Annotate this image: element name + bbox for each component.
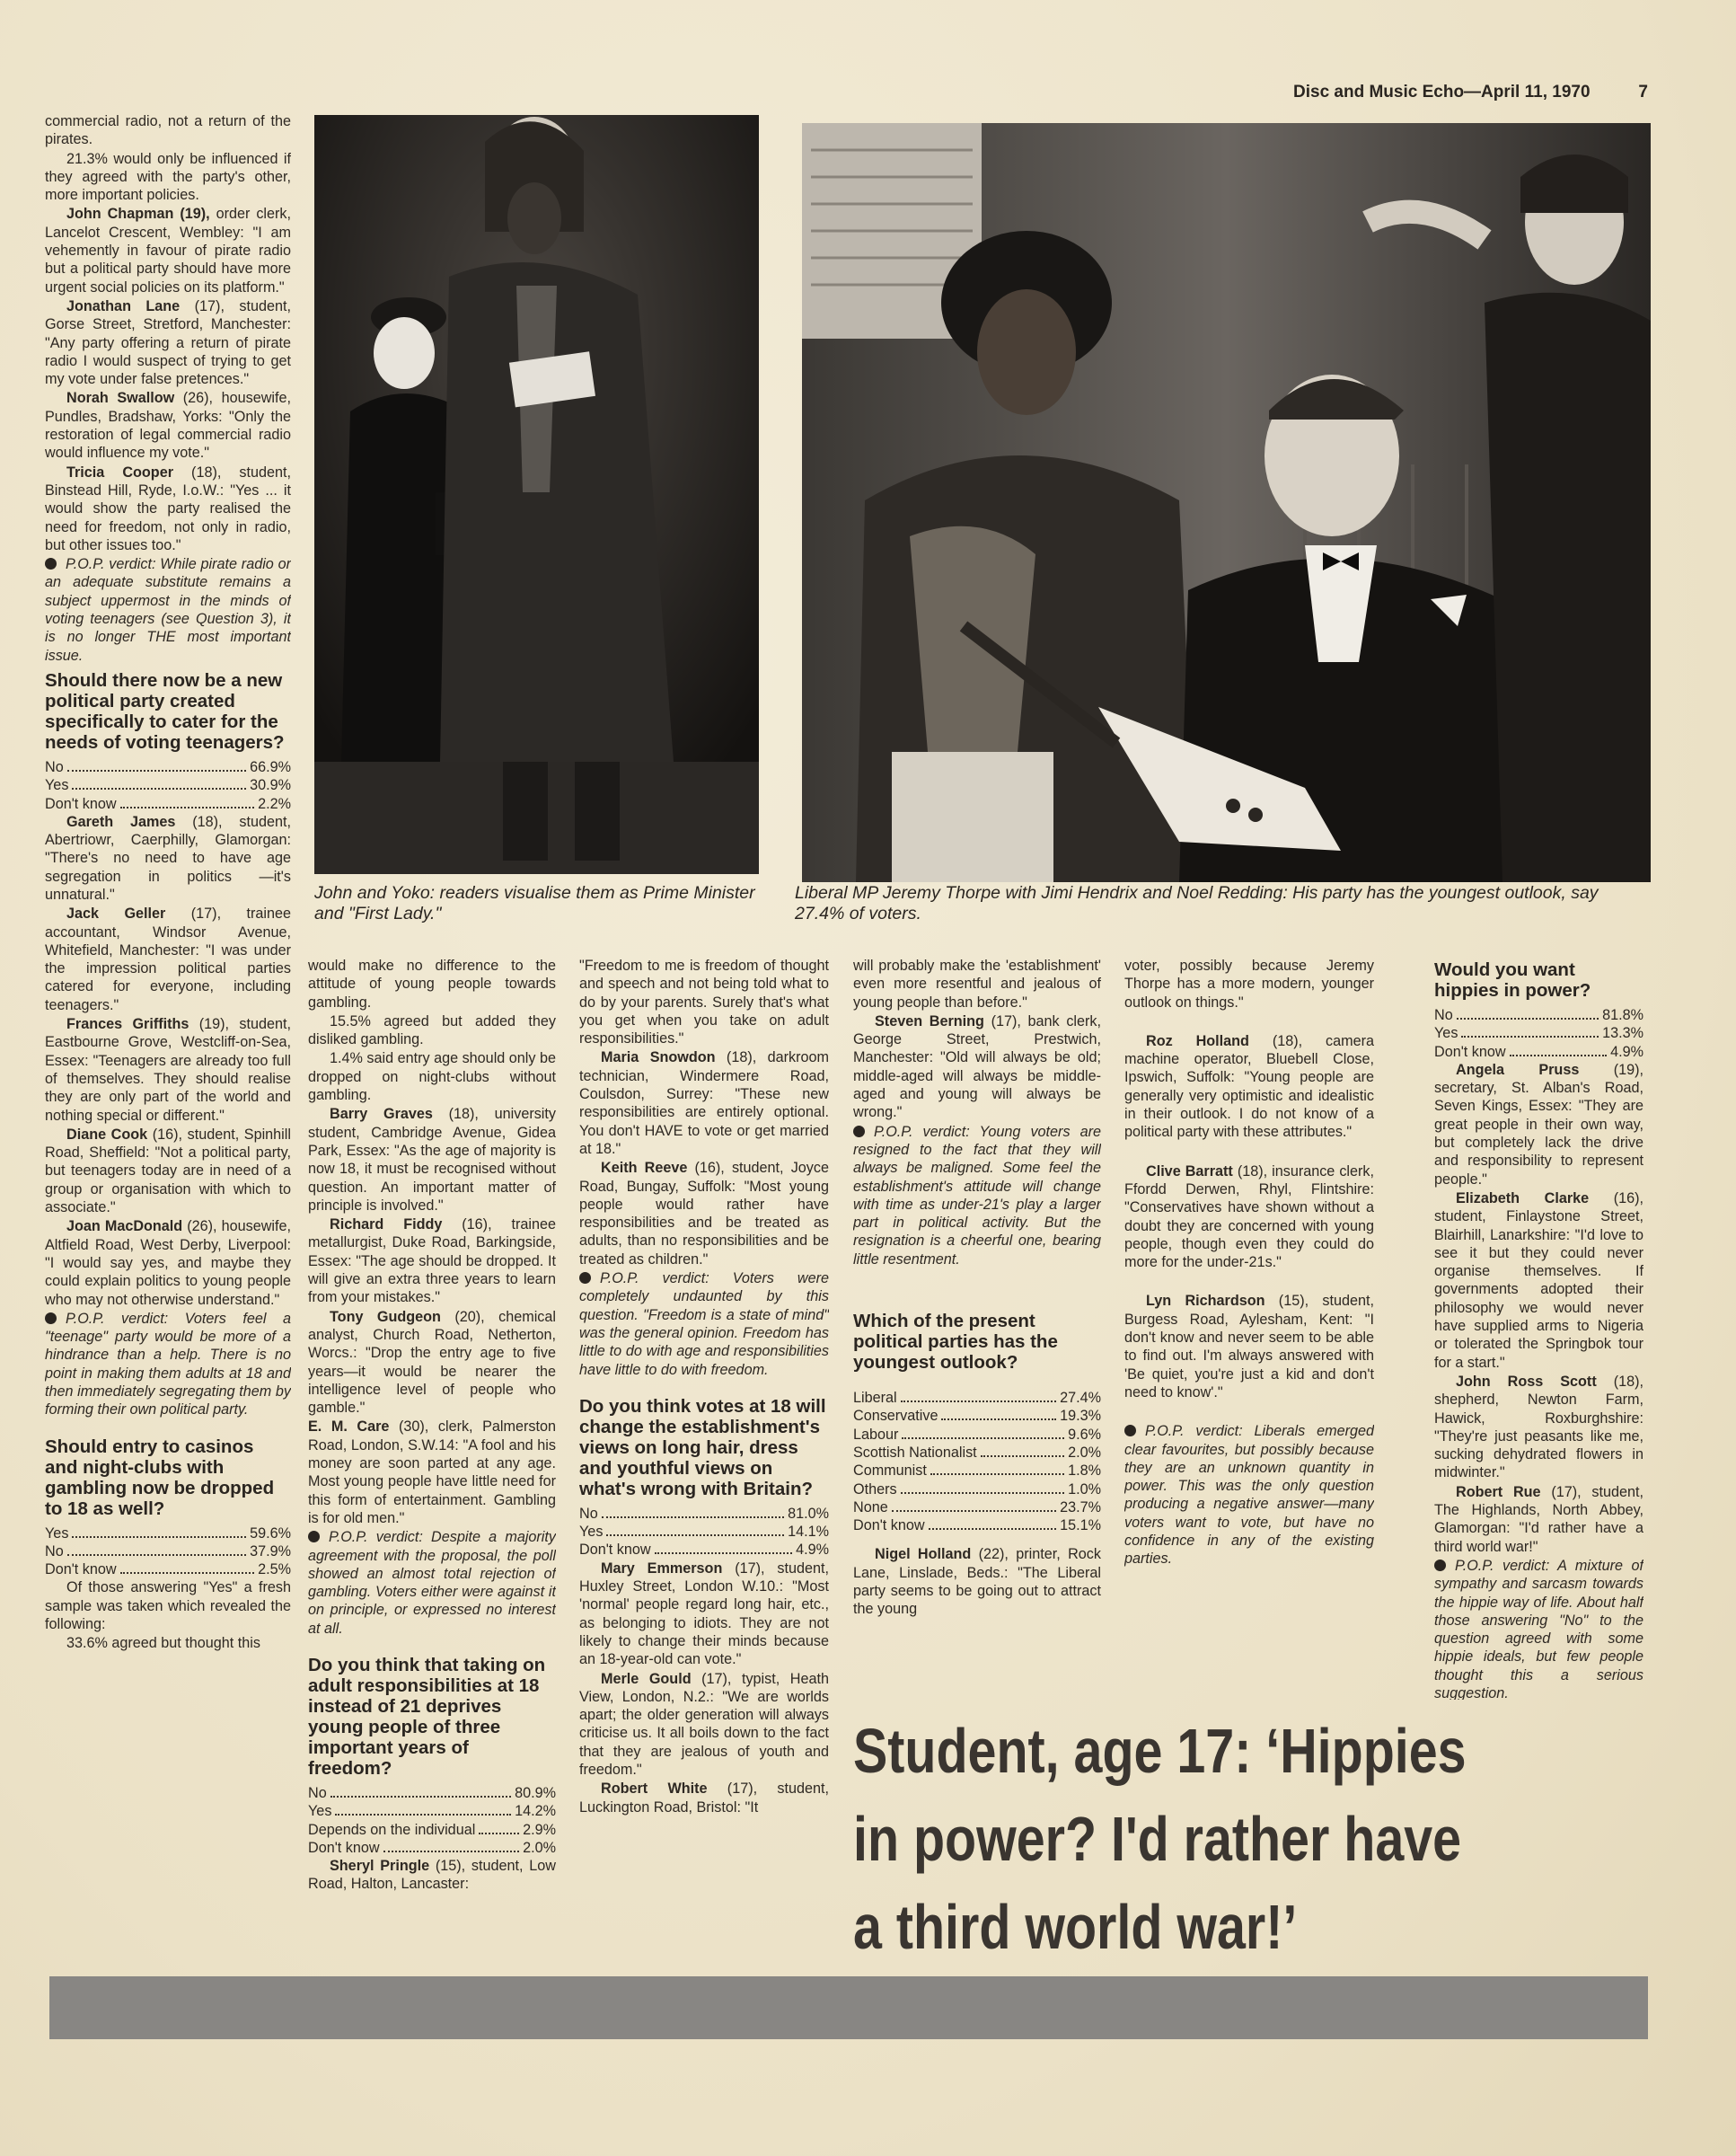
paragraph: Of those answering "Yes" a fresh sample was taken which revealed the following: (45, 1579, 291, 1633)
poll-row (579, 1505, 829, 1523)
poll-row (579, 1523, 829, 1541)
respondent-name: Robert Rue (1456, 1483, 1541, 1500)
respondent-quote: (17), student, The Highlands, North Abbey, Glamorgan: "I'd rather have a third world war!" (1434, 1483, 1643, 1555)
pop-verdict: P.O.P. verdict: Despite a majority agreement with the proposal, the poll showed an almost total rejection of gambling. Voters either were against it on principle, or expressed no interest at all. (308, 1529, 556, 1637)
respondent-name: Barry Graves (330, 1106, 433, 1123)
respondent-quote: (30), clerk, Palmerston Road, London, S.W.14: "A fool and his money are soon parted at any age. Most young people have little need for this form of entertainment. Gambling is for old men." (308, 1418, 556, 1526)
bottom-grey-band (49, 1976, 1648, 2039)
poll-value: 19.3% (1060, 1408, 1101, 1425)
pop-verdict: P.O.P. verdict: Young voters are resigned to the fact that they will always be maligned. Some feel the establishment's attitude will change with time as under-21's play a larger part in political activity. But the resignation is a cheerful one, bearing little resentment. (853, 1123, 1101, 1268)
respondent-name: Gareth James (66, 813, 176, 830)
respondent-name: Maria Snowdon (601, 1049, 716, 1066)
respondent-name: Clive Barratt (1146, 1162, 1233, 1180)
respondent-name: John Chapman (19), (66, 206, 210, 223)
respondent-name: Merle Gould (601, 1670, 692, 1687)
poll-row (308, 1802, 556, 1820)
respondent-quote: (17), student, Gorse Street, Stretford, Manchester: "Any party offering a return of pirate radio I would suspect of trying to get my vote under false pretences." (45, 297, 291, 388)
poll-label: Don't know (853, 1517, 925, 1534)
headline-line: a third world war!’ (853, 1892, 1298, 1962)
respondent-quote: (17), student, Luckington Road, Bristol: "It (579, 1780, 829, 1816)
respondent-name: Elizabeth Clarke (1456, 1189, 1590, 1206)
headline-line: Student, age 17: ‘Hippies (853, 1716, 1467, 1786)
bullet-icon (1124, 1425, 1136, 1436)
poll-label: Others (853, 1480, 897, 1498)
respondent-quote: (16), student, Spinhill Road, Sheffield: "Not a political party, but teenagers today are in need of a group or organisation with which to associate." (45, 1126, 291, 1216)
poll-label: Don't know (45, 1561, 117, 1578)
poll-label: None (853, 1498, 888, 1515)
poll-row (853, 1516, 1101, 1534)
poll-label: No (1434, 1007, 1453, 1023)
respondent-name: Frances Griffiths (66, 1016, 189, 1033)
poll-value: 2.2% (258, 795, 291, 812)
respondent-quote: (18), university student, Cambridge Avenue, Gidea Park, Essex: "As the age of majority is now 18, it must be recognised without question. An important matter of principle is involved." (308, 1106, 556, 1214)
bullet-icon (1434, 1560, 1446, 1571)
caption-john-and-yoko: John and Yoko: readers visualise them as Prime Minister and "First Lady." (314, 883, 755, 923)
poll-row (45, 1542, 291, 1560)
poll-label: Don't know (45, 795, 117, 812)
poll-label: Conservative (853, 1408, 938, 1425)
poll-label: Scottish Nationalist (853, 1444, 977, 1461)
poll-value: 81.8% (1602, 1007, 1643, 1023)
respondent-quote: (22), printer, Rock Lane, Linslade, Beds.: "The Liberal party seems to be going out to attract the young (853, 1546, 1101, 1618)
pop-verdict: P.O.P. verdict: Voters feel a "teenage" party would be more of a hindrance than a help. There is no point in making them adults at 18 and then immediately segregating them by forming their own political party. (45, 1310, 291, 1418)
respondent-quote: (18), shepherd, Newton Farm, Hawick, Roxburghshire: "They're just peasants like me, sucking dehydrated flowers in midwinter." (1434, 1373, 1643, 1481)
respondent-name: Jack Geller (66, 906, 166, 923)
poll-row (853, 1498, 1101, 1516)
poll-results (45, 758, 291, 813)
question-heading: Would you want hippies in power? (1434, 959, 1591, 1001)
poll-value: 81.0% (788, 1505, 829, 1522)
headline-line: in power? I'd rather have (853, 1804, 1462, 1874)
poll-value: 80.9% (515, 1784, 556, 1801)
poll-row (1434, 1043, 1643, 1061)
poll-row (853, 1480, 1101, 1498)
respondent-quote: (18), insurance clerk, Ffordd Derwen, Rhyl, Flintshire: "Conservatives have shown without a doubt they are concerned with young people, though even they could do more for the under-21s." (1124, 1162, 1374, 1271)
respondent-quote: (15), student, Low Road, Halton, Lancaster: (308, 1858, 556, 1893)
poll-value: 9.6% (1068, 1426, 1101, 1443)
respondent-name: Norah Swallow (66, 390, 175, 407)
respondent-quote: (20), chemical analyst, Church Road, Netherton, Worcs.: "Drop the entry age to five years—it would be nearer the intelligence level of people who gamble." (308, 1308, 556, 1417)
poll-label: Yes (1434, 1025, 1458, 1042)
headline (853, 1707, 1530, 1971)
paragraph: 21.3% would only be influenced if they agreed with the party's other, more important policies. (45, 150, 291, 204)
respondent-quote: (17), student, Huxley Street, London W.10.: "Most 'normal' people regard long hair, etc., as belonging to idiots. They are not likely to change their minds because an 18-year-old can vote." (579, 1560, 829, 1668)
poll-results (579, 1505, 829, 1560)
poll-row (45, 758, 291, 776)
photo-thorpe-hendrix-redding (802, 123, 1651, 882)
respondent-quote: (18), camera machine operator, Bluebell Close, Ipswich, Suffolk: "Young people are generally very optimistic and idealistic in their outlook. I do not know of a political party with these attributes." (1124, 1032, 1374, 1141)
respondent-name: Angela Pruss (1456, 1061, 1580, 1078)
poll-row (45, 795, 291, 813)
respondent-quote: (26), housewife, Altfield Road, West Derby, Liverpool: "I would say yes, and maybe they could explain politics to young people who may not otherwise understand." (45, 1218, 291, 1308)
poll-row (308, 1784, 556, 1802)
paragraph: would make no difference to the attitude of young people towards gambling. (308, 958, 556, 1011)
paragraph: will probably make the 'establishment' even more resentful and jealous of young people than before." (853, 958, 1101, 1011)
poll-value: 13.3% (1602, 1025, 1643, 1042)
poll-value: 66.9% (250, 758, 291, 775)
question-heading: Which of the present political parties has the youngest outlook? (853, 1311, 1058, 1374)
respondent-name: Tony Gudgeon (330, 1308, 441, 1325)
paragraph: voter, possibly because Jeremy Thorpe has a more modern, younger outlook on things." (1124, 958, 1374, 1011)
respondent-name: Jonathan Lane (66, 297, 181, 314)
respondent-quote: (18), darkroom technician, Windermere Road, Coulsdon, Surrey: "These new responsibilities are entirely optional. You don't HAVE to vote or get married at 18." (579, 1049, 829, 1157)
poll-label: Liberal (853, 1390, 897, 1407)
poll-value: 4.9% (1610, 1043, 1643, 1060)
respondent-name: Diane Cook (66, 1126, 148, 1143)
poll-label: No (579, 1505, 598, 1522)
bullet-icon (308, 1531, 320, 1542)
respondent-quote: (19), student, Eastbourne Grove, Westcliff-on-Sea, Essex: "Teenagers are already too full of themselves. They should realise they are only part of the world and nothing special or different." (45, 1016, 291, 1124)
respondent-name: Lyn Richardson (1146, 1293, 1265, 1310)
poll-value: 30.9% (250, 777, 291, 794)
respondent-quote: (17), bank clerk, George Street, Prestwich, Manchester: "Old will always be old; middle-aged will always be middle-aged and young will always be wrong." (853, 1012, 1101, 1121)
pop-verdict: P.O.P. verdict: A mixture of sympathy and sarcasm towards the hippie way of life. About half those answering "No" to the question agreed with some hippie ideals, but few people thought this a serious suggestion. (1434, 1557, 1643, 1700)
page-header (1293, 83, 1670, 110)
poll-row (308, 1821, 556, 1839)
poll-label: Yes (579, 1524, 604, 1541)
poll-label: Yes (308, 1803, 332, 1820)
respondent-name: Tricia Cooper (66, 464, 173, 481)
respondent-name: John Ross Scott (1456, 1373, 1597, 1390)
poll-value: 15.1% (1060, 1517, 1101, 1534)
poll-row (853, 1444, 1101, 1462)
poll-row (853, 1407, 1101, 1425)
poll-row (1434, 1006, 1643, 1024)
pop-verdict: P.O.P. verdict: While pirate radio or an adequate substitute remains a subject uppermost in the minds of voting teenagers (see Question 3), it is no longer THE most important issue. (45, 556, 291, 664)
column-4 (853, 957, 1101, 1693)
poll-label: Communist (853, 1462, 927, 1480)
poll-label: Don't know (579, 1542, 651, 1559)
column-5 (1124, 957, 1374, 1693)
poll-value: 37.9% (250, 1542, 291, 1560)
poll-results (308, 1784, 556, 1857)
respondent-name: Robert White (601, 1780, 708, 1798)
paragraph: commercial radio, not a return of the pirates. (45, 113, 291, 148)
poll-value: 2.9% (523, 1821, 556, 1838)
column-3 (579, 957, 829, 1981)
respondent-quote: (26), housewife, Pundles, Bradshaw, Yorks: "Only the restoration of legal commercial radio would influence my vote." (45, 390, 291, 462)
paragraph: 33.6% agreed but thought this (66, 1635, 260, 1652)
respondent-quote: order clerk, Lancelot Crescent, Wembley: "I am vehemently in favour of pirate radio but a political party should have more urgent social policies on its platform." (45, 206, 291, 296)
poll-label: Don't know (308, 1839, 380, 1856)
question-heading: Do you think that taking on adult responsibilities at 18 instead of 21 deprives young people of three important years of freedom? (308, 1654, 546, 1779)
poll-label: No (308, 1784, 327, 1801)
respondent-quote: (16), student, Finlaystone Street, Blairhill, Lanarkshire: "I'd love to see it but they could never organise themselves. If governments adopted their philosophy we would never have supplied arms to Nigeria or tolerated the Springbok tour for a start." (1434, 1189, 1643, 1371)
question-heading: Should entry to casinos and night-clubs with gambling now be dropped to 18 as well? (45, 1436, 275, 1519)
respondent-quote: (18), student, Abertriowr, Caerphilly, Glamorgan: "There's no need to have age segregation in politics —it's unnatural." (45, 813, 291, 903)
poll-results (853, 1389, 1101, 1534)
publication-dateline: Disc and Music Echo—April 11, 1970 (1293, 83, 1591, 102)
bullet-icon (45, 558, 57, 570)
photo-thorpe-hendrix-redding-image (802, 123, 1651, 882)
respondent-quote: (17), typist, Heath View, London, N.2.: "We are worlds apart; the older generation will always criticise us. It all boils down to the fact that they are jealous of youth and freedom." (579, 1670, 829, 1778)
poll-label: Labour (853, 1426, 899, 1443)
poll-value: 4.9% (796, 1542, 829, 1559)
poll-results (45, 1524, 291, 1579)
poll-row (1434, 1024, 1643, 1042)
poll-results (1434, 1006, 1643, 1061)
poll-label: Depends on the individual (308, 1821, 476, 1838)
poll-label: Yes (45, 777, 69, 794)
respondent-name: Sheryl Pringle (330, 1858, 430, 1875)
poll-value: 2.0% (523, 1839, 556, 1856)
poll-value: 2.5% (258, 1561, 291, 1578)
respondent-quote: (17), trainee accountant, Windsor Avenue, Whitefield, Manchester: "I was under the impression political parties catered for everyone, including teenagers." (45, 906, 291, 1013)
poll-value: 27.4% (1060, 1390, 1101, 1407)
respondent-name: Nigel Holland (875, 1546, 972, 1563)
photo-john-and-yoko (314, 115, 759, 874)
poll-label: No (45, 758, 64, 775)
poll-row (45, 1560, 291, 1578)
poll-label: No (45, 1542, 64, 1560)
poll-row (579, 1541, 829, 1559)
poll-value: 14.2% (515, 1803, 556, 1820)
page-number: 7 (1638, 83, 1648, 102)
poll-row (45, 776, 291, 794)
respondent-quote: (15), student, Burgess Road, Aylesham, Kent: "I don't know and never seem to be able to find out. I'm always answered with 'Be quiet, you're just a kid and don't need to know'." (1124, 1293, 1374, 1401)
poll-row (308, 1839, 556, 1857)
question-heading: Should there now be a new political party created specifically to cater for the needs of voting teenagers? (45, 669, 285, 753)
poll-value: 2.0% (1068, 1444, 1101, 1461)
column-6 (1434, 954, 1643, 1700)
poll-value: 23.7% (1060, 1498, 1101, 1515)
poll-label: Don't know (1434, 1043, 1506, 1060)
respondent-quote: (19), secretary, St. Alban's Road, Seven Kings, Essex: "They are great people in their own way, but completely lack the drive and responsibility to represent people." (1434, 1061, 1643, 1188)
paragraph: 1.4% said entry age should only be dropped on night-clubs without gambling. (308, 1050, 556, 1104)
poll-row (853, 1462, 1101, 1480)
respondent-quote: (16), trainee metallurgist, Duke Road, Barkingside, Essex: "The age should be dropped. It will give an extra three years to learn from your mistakes." (308, 1216, 556, 1306)
paragraph: 15.5% agreed but added they disliked gambling. (308, 1012, 556, 1048)
poll-value: 59.6% (250, 1524, 291, 1542)
column-2 (308, 957, 556, 1981)
respondent-name: Richard Fiddy (330, 1216, 443, 1233)
respondent-name: Mary Emmerson (601, 1560, 723, 1577)
respondent-name: Keith Reeve (601, 1160, 688, 1177)
respondent-name: Roz Holland (1146, 1032, 1249, 1049)
respondent-quote: (16), student, Joyce Road, Bungay, Suffolk: "Most young people would rather have responsibilities and be treated as adults, than no responsibilities and be treated as children." (579, 1160, 829, 1268)
poll-label: Yes (45, 1524, 69, 1542)
poll-row (45, 1524, 291, 1542)
bullet-icon (853, 1126, 865, 1137)
poll-value: 1.0% (1068, 1480, 1101, 1498)
respondent-quote: (18), student, Binstead Hill, Ryde, I.o.W.: "Yes ... it would show the party realised the need for freedom, not only in radio, but other issues too." (45, 464, 291, 553)
pop-verdict: P.O.P. verdict: Liberals emerged clear favourites, but possibly because they are an unknown quantity in power. This was the only question producing a negative answer—many voters want to vote, but have no confidence in any of the existing parties. (1124, 1423, 1374, 1568)
poll-value: 1.8% (1068, 1462, 1101, 1480)
respondent-name: Steven Berning (875, 1012, 984, 1029)
pop-verdict: P.O.P. verdict: Voters were completely undaunted by this question. "Freedom is a state of mind" was the general opinion. Freedom has little to do with age and responsibilities have little to do with freedom. (579, 1270, 829, 1378)
poll-row (853, 1389, 1101, 1407)
paragraph: "Freedom to me is freedom of thought and speech and not being told what to do by your parents. Surely that's what you get when you take on adult responsibilities." (579, 958, 829, 1047)
poll-row (853, 1426, 1101, 1444)
caption-thorpe-hendrix-redding: Liberal MP Jeremy Thorpe with Jimi Hendrix and Noel Redding: His party has the youngest outlook, say 27.4% of voters. (795, 883, 1599, 923)
question-heading: Do you think votes at 18 will change the establishment's views on long hair, dress and youthful views on what's wrong with Britain? (579, 1395, 826, 1499)
respondent-name: E. M. Care (308, 1418, 390, 1436)
photo-john-and-yoko-image (314, 115, 759, 874)
bullet-icon (45, 1312, 57, 1324)
bullet-icon (579, 1272, 591, 1284)
column-1 (45, 112, 291, 1981)
poll-value: 14.1% (788, 1524, 829, 1541)
respondent-name: Joan MacDonald (66, 1218, 183, 1235)
